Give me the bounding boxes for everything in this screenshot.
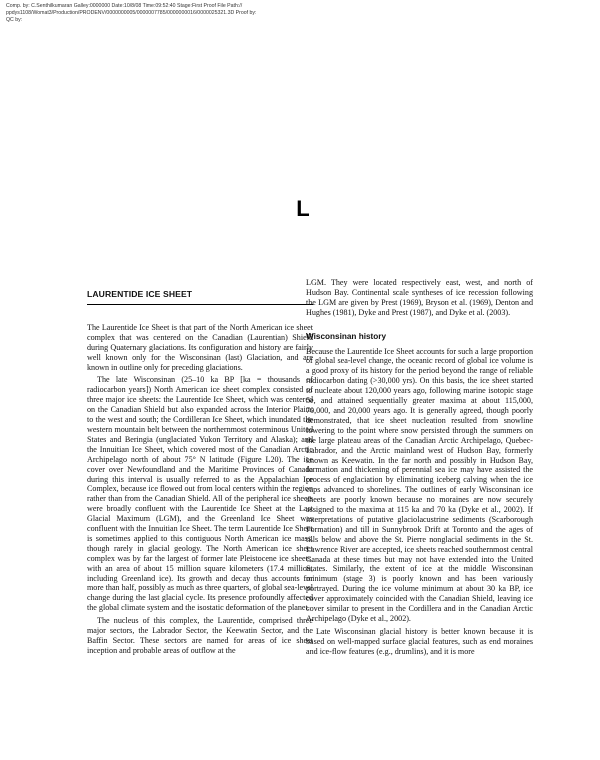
subsection-title: Wisconsinan history [306, 331, 386, 341]
paragraph-nucleus: The nucleus of this complex, the Laurentide, comprised three major sectors, the Labrador Sector, the Keewatin Sector, and the Baffin Sector. These sectors are named for areas of ice sheet inception and probable areas of outflow at the [87, 616, 313, 655]
left-column [87, 276, 313, 656]
entry-title: LAURENTIDE ICE SHEET [87, 289, 193, 299]
paragraph-wisconsinan-history: Because the Laurentide Ice Sheet accounts for such a large proportion of global sea-level change, the oceanic record of global ice volume is a good proxy of its history for the period beyond the range of reliable radiocarbon dating (>30,000 yrs). On this basis, the ice sheet started to nucleate about 120,000 years ago, following marine isotopic stage 5e, and attained sequentially greater maxima at about 115,000, 70,000, and 20,000 years ago. It is generally agreed, though poorly demonstrated, that ice sheet nucleation resulted from snowline lowering to the point where snow persisted through the summers on the large plateau areas of the Canadian Arctic Archipelago, Quebec-Labrador, and the Arctic mainland west of Hudson Bay, formerly known as Keewatin. In the far north and possibly in Hudson Bay, formation and thickening of perennial sea ice may have assisted the process of englaciation by eliminating iceberg calving when the ice caps advanced to shorelines. The outlines of early Wisconsinan ice sheets are poorly known because no moraines are now securely assigned to the maxima at 115 ka and 70 ka (Dyke et al., 2002). If interpretations of putative glaciolacustrine sediments (Scarborough Formation) and till in Sunnybrook Drift at Toronto and the ages of tills below and above the St. Pierre nonglacial sediments in the St. Lawrence River are accepted, ice sheets reached southernmost central Canada at these times but may not have extended into the United States. Similarly, the extent of ice at the middle Wisconsinan minimum (stage 3) is poorly known and has been variously portrayed. During the ice volume minimum at about 30 ka BP, ice cover approximately coincided with the Canadian Shield, leaving ice cover similar to present in the Cordillera and in the Canadian Arctic Archipelago (Dyke et al., 2002). [306, 346, 533, 623]
paragraph-late-glacial-history: Late Wisconsinan glacial history is better known because it is based on well-mapped surface glacial features, such as end moraines and ice-flow features (e.g., drumlins), and it is more [306, 626, 533, 656]
paragraph-late-wisconsinan: The late Wisconsinan (25–10 ka BP [ka = thousands of radiocarbon years]) North American ice sheet complex consisted of three major ice sheets: the Laurentide Ice Sheet, which was centered on the Canadian Shield but also expanded across the Interior Plains to the west and south; the Cordilleran Ice Sheet, which inundated the western mountain belt between the northernmost coterminous United States and Beringia (unglaciated Yukon Territory and Alaska); and the Innuitian Ice Sheet, which covered most of the Canadian Arctic Archipelago north of about 75° N latitude (Figure L20). The ice cover over Newfoundland and the Maritime Provinces of Canada during this interval is usually referred to as the Appalachian Ice Complex, because ice flowed out from local centers within the region rather than from the Canadian Shield. All of the peripheral ice sheets were broadly confluent with the Laurentide Ice Sheet at the Last Glacial Maximum (LGM), and the Greenland Ice Sheet was confluent with the Innuitian Ice Sheet. The term Laurentide Ice Sheet is sometimes applied to this contiguous North American ice mass, though rarely in glacial geology. The North American ice sheet complex was by far the largest of former late Pleistocene ice sheets, with an area of about 15 million square kilometers (17.4 million, including Greenland ice). Its growth and decay thus accounts for more than half, possibly as much as three quarters, of global sea-level change during the last glacial cycle. Its presence profoundly affected the global climate system and the isostatic deformation of the planet. [87, 375, 313, 613]
right-column [306, 278, 533, 657]
proof-metadata [6, 3, 326, 24]
paragraph-intro: The Laurentide Ice Sheet is that part of the North American ice sheet complex that was centered on the Canadian (Laurentian) Shield during Quaternary glaciations. Its configuration and history are fairly well known only for the Wisconsinan (last) Glaciation, and are known in outline only for preceding glaciations. [87, 322, 313, 372]
proof-meta-line-3: QC by: [6, 17, 23, 23]
section-letter: L [296, 196, 310, 221]
title-rule [87, 304, 313, 305]
paragraph-lgm-continued: LGM. They were located respectively east, west, and north of Hudson Bay. Continental scale syntheses of ice recession following the LGM are given by Prest (1969), Bryson et al. (1969), Denton and Hughes (1981), Dyke and Prest (1987), and Dyke et al. (2003). [306, 278, 533, 317]
proof-meta-line-2: ppdys1108/Womat3/Production/PRODENV/0000000005/0000007785/0000000016/0000025321.3D Proof by: [6, 10, 257, 16]
entry-heading [87, 290, 313, 305]
proof-meta-line-1: Comp. by: C.Senthilkumaran Galley:0000000 Date:10/8/08 Time:09:52:40 Stage:First Proof File Path:// [6, 3, 243, 9]
